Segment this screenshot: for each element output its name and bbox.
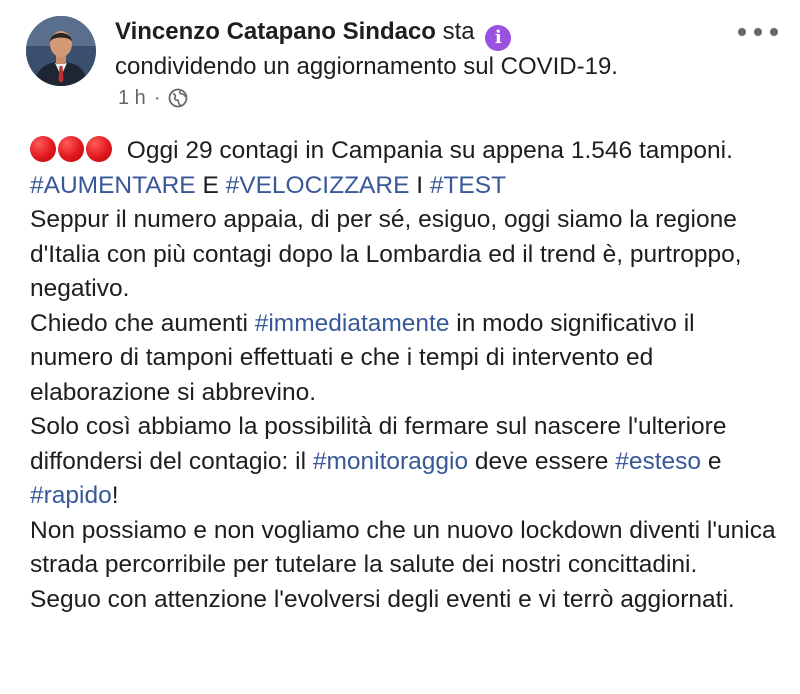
red-circle-icon — [58, 136, 84, 162]
author-name[interactable]: Vincenzo Catapano Sindaco — [115, 18, 436, 45]
info-icon[interactable]: i — [485, 25, 511, 51]
hashtag-velocizzare[interactable]: #VELOCIZZARE — [225, 171, 410, 199]
p1-sep2: I — [409, 171, 430, 199]
more-dot — [738, 28, 746, 36]
hashtag-monitoraggio[interactable]: #monitoraggio — [312, 447, 469, 475]
p3-text-a: Chiedo che aumenti — [30, 309, 255, 337]
p4-text-a: Solo così abbiamo la possibilità di fermare sul nascere l'ulteriore diffondersi del contagio: il — [30, 413, 727, 475]
p3-text-b: in modo significativo il numero di tamponi effettuati e che i tempi di intervento ed elaborazione si abbrevino. — [30, 309, 695, 406]
p4-text-b: deve essere — [468, 447, 616, 475]
paragraph-1 — [30, 134, 780, 203]
more-options-icon[interactable] — [738, 22, 778, 42]
hashtag-immediatamente[interactable]: #immediatamente — [254, 309, 450, 337]
hashtag-esteso[interactable]: #esteso — [615, 447, 702, 475]
paragraph-4 — [30, 410, 780, 514]
status-text: condividendo un aggiornamento sul COVID-19. — [115, 53, 618, 80]
hashtag-test[interactable]: #TEST — [429, 171, 507, 199]
paragraph-6: Seguo con attenzione l'evolversi degli eventi e vi terrò aggiornati. — [30, 585, 735, 613]
paragraph-2: Seppur il numero appaia, di per sé, esiguo, oggi siamo la regione d'Italia con più contagi dopo la Lombardia ed il trend è, purtroppo, negativo. — [30, 206, 742, 302]
p4-text-d: ! — [111, 482, 119, 509]
post-header — [115, 16, 725, 83]
post-body — [30, 134, 780, 617]
post-meta — [118, 85, 188, 111]
avatar[interactable] — [26, 16, 96, 86]
p4-text-c: e — [701, 447, 722, 475]
hashtag-aumentare[interactable]: #AUMENTARE — [30, 171, 196, 199]
globe-icon[interactable] — [168, 88, 188, 108]
more-dot — [754, 28, 762, 36]
p1-text: Oggi 29 contagi in Campania su appena 1.546 tamponi. — [120, 137, 733, 164]
paragraph-5: Non possiamo e non vogliamo che un nuovo lockdown diventi l'unica strada percorribile per tutelare la salute dei nostri concittadini. — [30, 516, 776, 578]
more-dot — [770, 28, 778, 36]
post-time[interactable]: 1 h — [118, 87, 146, 109]
red-circle-icon — [86, 136, 112, 162]
status-prefix: sta — [442, 18, 475, 45]
red-circle-emoji-group — [30, 137, 114, 164]
paragraph-3 — [30, 307, 780, 411]
profile-photo — [26, 16, 96, 86]
red-circle-icon — [30, 136, 56, 162]
meta-separator: · — [153, 87, 161, 109]
hashtag-rapido[interactable]: #rapido — [30, 482, 112, 509]
p1-sep1: E — [195, 171, 226, 199]
